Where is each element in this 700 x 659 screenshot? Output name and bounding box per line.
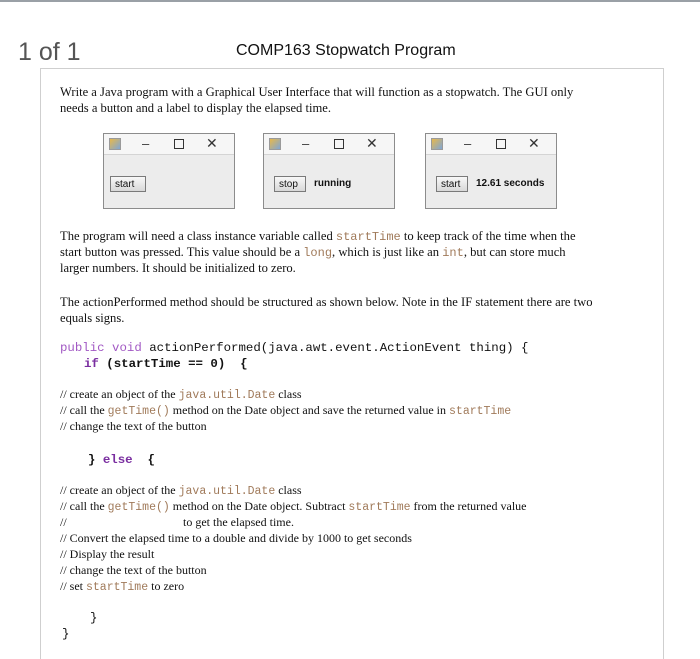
java-app-icon	[109, 138, 121, 150]
close-icon[interactable]: ✕	[366, 135, 378, 151]
stopwatch-window-3	[425, 133, 557, 209]
minimize-icon[interactable]: –	[142, 136, 150, 151]
stop-button[interactable]: stop	[274, 176, 306, 192]
elapsed-time-label: running	[314, 178, 352, 189]
top-divider	[0, 0, 700, 2]
if-comment-3: // change the text of the button	[60, 419, 207, 433]
stopwatch-window-1	[103, 133, 235, 209]
window-titlebar	[426, 134, 556, 155]
close-icon[interactable]: ✕	[206, 135, 218, 151]
else-comment-7: // set startTime to zero	[60, 579, 185, 594]
else-comment-5: // Display the result	[60, 547, 155, 561]
maximize-icon[interactable]	[334, 139, 344, 149]
start-button[interactable]: start	[436, 176, 468, 192]
para2-line-3: larger numbers. It should be initialized to zero.	[60, 261, 296, 275]
else-comment-3-prefix: //	[60, 515, 67, 529]
intro-line-2: needs a button and a label to display the elapsed time.	[60, 101, 332, 115]
java-app-icon	[269, 138, 281, 150]
minimize-icon[interactable]: –	[464, 136, 472, 151]
if-comment-2: // call the getTime() method on the Date object and save the returned value in startTime	[60, 403, 512, 418]
method-signature: public void actionPerformed(java.awt.event.ActionEvent thing) {	[60, 341, 529, 355]
stopwatch-window-2	[263, 133, 395, 209]
else-comment-4: // Convert the elapsed time to a double and divide by 1000 to get seconds	[60, 531, 412, 545]
para2-line-2: start button was pressed. This value should be a long, which is just like an int, but can store much	[60, 245, 566, 260]
para3-line-1: The actionPerformed method should be structured as shown below. Note in the IF statement there are two	[60, 295, 593, 309]
java-app-icon	[431, 138, 443, 150]
closing-brace-outer: }	[62, 627, 70, 641]
window-titlebar	[264, 134, 394, 155]
page-indicator: 1 of 1	[18, 38, 81, 66]
maximize-icon[interactable]	[174, 139, 184, 149]
else-comment-2: // call the getTime() method on the Date object. Subtract startTime from the returned value	[60, 499, 527, 514]
para2-line-1: The program will need a class instance variable called startTime to keep track of the time when the	[60, 229, 576, 244]
else-comment-3-text: to get the elapsed time.	[183, 515, 294, 529]
else-comment-6: // change the text of the button	[60, 563, 207, 577]
intro-line-1: Write a Java program with a Graphical User Interface that will function as a stopwatch. The GUI only	[60, 85, 574, 99]
elapsed-time-label: 12.61 seconds	[476, 178, 545, 189]
document-title: COMP163 Stopwatch Program	[236, 42, 456, 59]
if-statement: if (startTime == 0) {	[84, 357, 248, 371]
para3-line-2: equals signs.	[60, 311, 125, 325]
close-icon[interactable]: ✕	[528, 135, 540, 151]
maximize-icon[interactable]	[496, 139, 506, 149]
window-titlebar	[104, 134, 234, 155]
else-statement: } else {	[88, 453, 155, 467]
else-comment-1: // create an object of the java.util.Date class	[60, 483, 302, 498]
minimize-icon[interactable]: –	[302, 136, 310, 151]
if-comment-1: // create an object of the java.util.Date class	[60, 387, 302, 402]
start-button[interactable]: start	[110, 176, 146, 192]
closing-brace-inner: }	[90, 611, 98, 625]
